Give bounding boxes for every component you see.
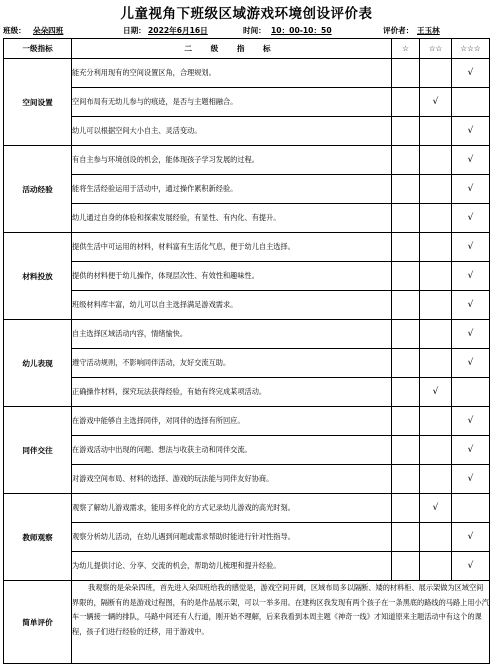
rating-cell-2-star — [420, 436, 452, 465]
rating-cell-2-star — [420, 88, 452, 117]
rating-cell-1-star — [392, 407, 420, 436]
table-row — [4, 233, 490, 262]
table-row — [4, 175, 490, 204]
rating-cell-2-star — [420, 262, 452, 291]
table-row — [4, 117, 490, 146]
rating-cell-2-star — [420, 146, 452, 175]
rating-cell-1-star — [392, 233, 420, 262]
evaluation-table — [3, 38, 490, 664]
check-mark: √ — [467, 358, 474, 368]
level2-indicator: 正确操作材料，探究玩法获得经验，有始有终完成某项活动。 — [72, 378, 392, 407]
table-body — [4, 59, 490, 664]
rating-cell-2-star — [420, 378, 452, 407]
level2-indicator: 提供生活中可运用的材料，材料富有生活化气息，便于幼儿自主选择。 — [72, 233, 392, 262]
level2-indicator: 有自主参与环境创设的机会，能体现孩子学习发展的过程。 — [72, 146, 392, 175]
table-row — [4, 552, 490, 581]
rating-cell-2-star — [420, 117, 452, 146]
level2-indicator: 能将生活经验运用于活动中，通过操作累积新经验。 — [72, 175, 392, 204]
rating-cell-1-star — [392, 291, 420, 320]
table-row — [4, 320, 490, 349]
rating-cell-2-star — [420, 552, 452, 581]
rating-cell-2-star — [420, 175, 452, 204]
header-star3: ☆☆☆ — [452, 39, 490, 59]
check-mark: √ — [432, 503, 439, 513]
class-label: 班级： — [3, 26, 26, 35]
level2-indicator: 遵守活动规则，不影响同伴活动，友好交流互助。 — [72, 349, 392, 378]
header-row — [4, 39, 490, 59]
check-mark: √ — [432, 97, 439, 107]
rating-cell-2-star — [420, 204, 452, 233]
rating-cell-3-star — [452, 117, 490, 146]
table-row — [4, 146, 490, 175]
time-label: 时间： — [243, 26, 266, 35]
rating-cell-3-star — [452, 349, 490, 378]
check-mark: √ — [467, 68, 474, 78]
rating-cell-1-star — [392, 204, 420, 233]
level2-indicator: 为幼儿提供讨论、分享、交流的机会，帮助幼儿梳理和提升经验。 — [72, 552, 392, 581]
check-mark: √ — [467, 445, 474, 455]
rating-cell-2-star — [420, 320, 452, 349]
level2-indicator: 提供的材料便于幼儿操作，体现层次性、有效性和趣味性。 — [72, 262, 392, 291]
rating-cell-1-star — [392, 552, 420, 581]
rating-cell-1-star — [392, 349, 420, 378]
form-title: 儿童视角下班级区域游戏环境创设评价表 — [120, 6, 373, 22]
level2-indicator: 自主选择区域活动内容，情绪愉快。 — [72, 320, 392, 349]
form-meta — [3, 25, 491, 39]
table-row — [4, 436, 490, 465]
rating-cell-1-star — [392, 436, 420, 465]
table-row — [4, 88, 490, 117]
rating-cell-2-star — [420, 291, 452, 320]
rating-cell-1-star — [392, 378, 420, 407]
rating-cell-3-star — [452, 436, 490, 465]
rating-cell-3-star — [452, 378, 490, 407]
level1-indicator: 空间设置 — [4, 59, 72, 146]
level2-indicator: 班级材料库丰富，幼儿可以自主选择满足游戏需求。 — [72, 291, 392, 320]
rating-cell-2-star — [420, 233, 452, 262]
rating-cell-3-star — [452, 233, 490, 262]
check-mark: √ — [467, 271, 474, 281]
level2-indicator: 观察分析幼儿活动，在幼儿遇到问题或需求帮助时能进行针对性指导。 — [72, 523, 392, 552]
rating-cell-2-star — [420, 523, 452, 552]
rating-cell-3-star — [452, 291, 490, 320]
rating-cell-2-star — [420, 465, 452, 494]
rating-cell-3-star — [452, 320, 490, 349]
check-mark: √ — [432, 387, 439, 397]
rating-cell-1-star — [392, 262, 420, 291]
check-mark: √ — [467, 126, 474, 136]
header-star1: ☆ — [392, 39, 420, 59]
table-row — [4, 494, 490, 523]
header-level2: 二 级 指 标 — [72, 39, 392, 59]
rating-cell-1-star — [392, 494, 420, 523]
rating-cell-1-star — [392, 146, 420, 175]
rating-cell-1-star — [392, 59, 420, 88]
check-mark: √ — [467, 532, 474, 542]
date-value: 2022年6月16日 — [148, 26, 208, 35]
summary-text: 我观察的是朵朵四班，首先进入朵四班给我的感觉是，游戏空间开阔，区域布局多以隔断、矮的材料柜、展示架做为区域空间界限的，隔断有的是游戏过程图，有的是作品展示架，可以一举多用。在建构区我发现有两个孩子在一条黑底的路线的马路上用小汽车一辆接一辆的排队，马路中间还有人行道，刚开始不理解，后来我看到本周主题《神奇一线》才知道原来主题活动中有这个的课程，孩子们进行经验的迁移，用于游戏中。 — [72, 581, 490, 664]
header-star2: ☆☆ — [420, 39, 452, 59]
level1-indicator: 幼儿表现 — [4, 320, 72, 407]
level1-indicator: 教师观察 — [4, 494, 72, 581]
table-row — [4, 378, 490, 407]
rating-cell-1-star — [392, 523, 420, 552]
check-mark: √ — [467, 561, 474, 571]
check-mark: √ — [467, 474, 474, 484]
check-mark: √ — [467, 329, 474, 339]
level1-indicator: 同伴交往 — [4, 407, 72, 494]
table-row — [4, 204, 490, 233]
level2-indicator: 幼儿可以根据空间大小自主、灵活变动。 — [72, 117, 392, 146]
rating-cell-1-star — [392, 175, 420, 204]
level1-indicator: 活动经验 — [4, 146, 72, 233]
time-value: 10：00-10：50 — [271, 26, 332, 35]
check-mark: √ — [467, 184, 474, 194]
check-mark: √ — [467, 416, 474, 426]
check-mark: √ — [467, 300, 474, 310]
level2-indicator: 在游戏活动中出现的问题、想法与收获主动和同伴交流。 — [72, 436, 392, 465]
rating-cell-2-star — [420, 494, 452, 523]
evaluator-value: 王玉林 — [417, 26, 440, 35]
level2-indicator: 能充分利用现有的空间设置区角，合理规划。 — [72, 59, 392, 88]
evaluator-label: 评价者： — [383, 26, 414, 35]
rating-cell-3-star — [452, 59, 490, 88]
summary-row — [4, 581, 490, 664]
level2-indicator: 观察了解幼儿游戏需求，能用多样化的方式记录幼儿游戏的高光时刻。 — [72, 494, 392, 523]
table-row — [4, 262, 490, 291]
table-row — [4, 349, 490, 378]
level2-indicator: 空间布局有无幼儿参与的痕迹，是否与主题相融合。 — [72, 88, 392, 117]
rating-cell-3-star — [452, 407, 490, 436]
rating-cell-3-star — [452, 204, 490, 233]
rating-cell-3-star — [452, 262, 490, 291]
rating-cell-3-star — [452, 175, 490, 204]
level1-indicator: 材料投放 — [4, 233, 72, 320]
table-row — [4, 59, 490, 88]
rating-cell-1-star — [392, 117, 420, 146]
rating-cell-3-star — [452, 552, 490, 581]
check-mark: √ — [467, 155, 474, 165]
check-mark: √ — [467, 213, 474, 223]
level2-indicator: 对游戏空间布局、材料的选择、游戏的玩法能与同伴友好协商。 — [72, 465, 392, 494]
rating-cell-3-star — [452, 465, 490, 494]
rating-cell-1-star — [392, 88, 420, 117]
table-row — [4, 465, 490, 494]
table-row — [4, 523, 490, 552]
rating-cell-1-star — [392, 320, 420, 349]
rating-cell-3-star — [452, 523, 490, 552]
date-label: 日期： — [123, 26, 146, 35]
rating-cell-2-star — [420, 59, 452, 88]
table-row — [4, 407, 490, 436]
level2-indicator: 在游戏中能够自主选择同伴，对同伴的选择有所回应。 — [72, 407, 392, 436]
rating-cell-3-star — [452, 494, 490, 523]
rating-cell-2-star — [420, 349, 452, 378]
rating-cell-2-star — [420, 407, 452, 436]
rating-cell-1-star — [392, 465, 420, 494]
rating-cell-3-star — [452, 88, 490, 117]
table-row — [4, 291, 490, 320]
summary-label: 简单评价 — [4, 581, 72, 664]
check-mark: √ — [467, 242, 474, 252]
rating-cell-3-star — [452, 146, 490, 175]
level2-indicator: 幼儿通过自身的体验和探索发展经验，有显性、有内化、有提升。 — [72, 204, 392, 233]
class-value: 朵朵四班 — [33, 26, 64, 35]
header-level1: 一级指标 — [4, 39, 72, 59]
